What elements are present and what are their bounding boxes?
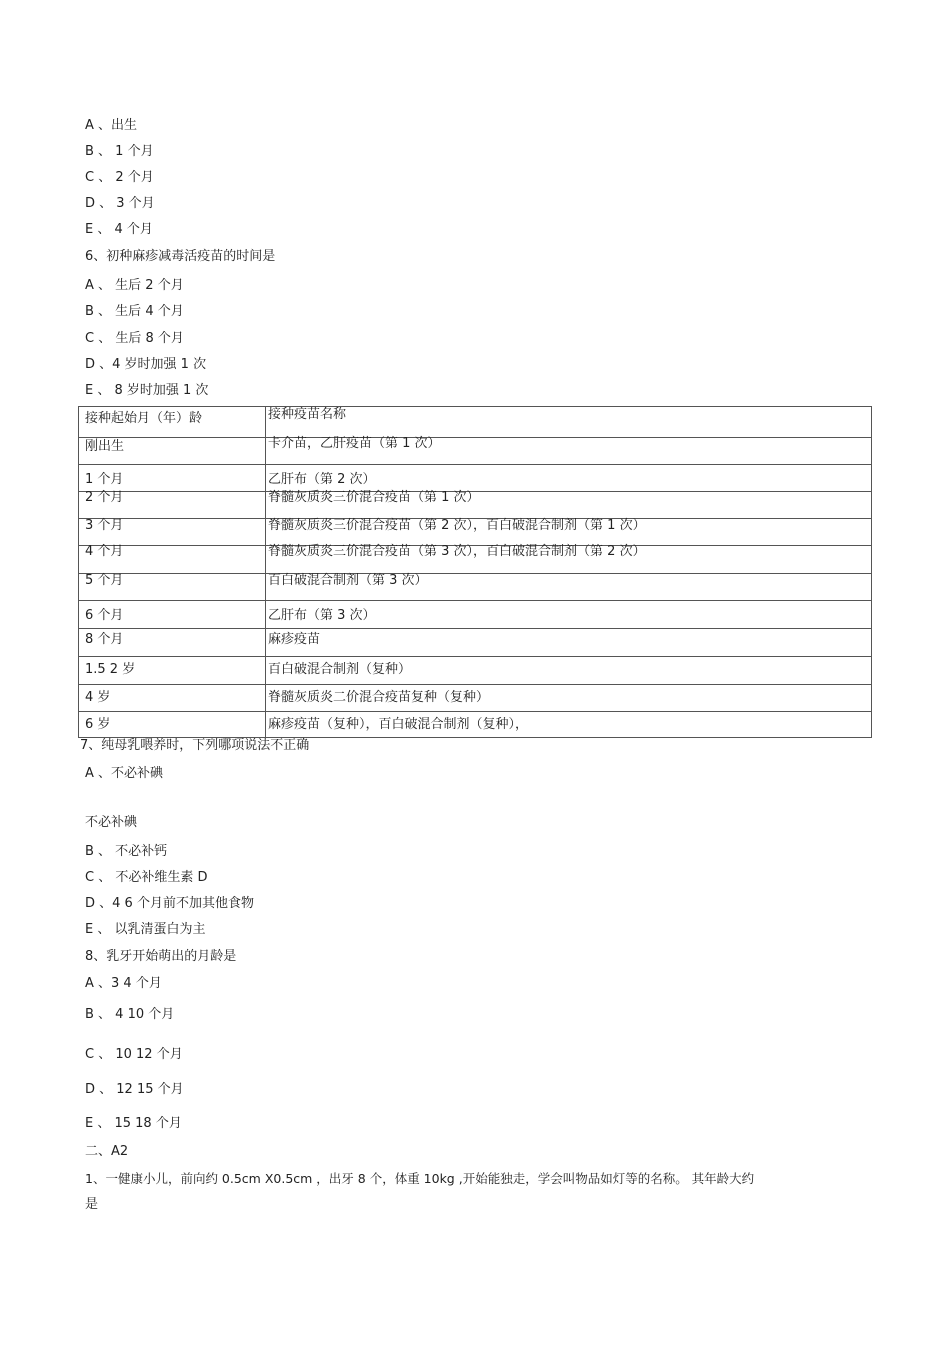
- question-7: 7、纯母乳喂养时，下列哪项说法不正确: [80, 738, 310, 753]
- row-vaccine: 脊髓灰质炎二价混合疫苗复种（复种）: [268, 690, 490, 705]
- row-vaccine: 麻疹疫苗: [268, 632, 321, 647]
- option-q5-c: C 、 2 个月: [85, 170, 154, 185]
- section-heading-a2: 二、A2: [85, 1144, 129, 1159]
- table-row: [79, 491, 871, 519]
- a2-question-1-continued: 是: [85, 1197, 99, 1212]
- table-row: [79, 656, 871, 685]
- option-q7-e: E 、 以乳清蛋白为主: [85, 922, 206, 937]
- option-q6-b: B 、 生后 4 个月: [85, 304, 184, 319]
- table-row: [79, 628, 871, 657]
- row-age: 6 岁: [85, 717, 111, 732]
- header-vaccine: 接种疫苗名称: [268, 407, 347, 422]
- option-q6-d: D 、4 岁时加强 1 次: [85, 357, 207, 372]
- table-row: [79, 464, 871, 492]
- vaccination-schedule-table: [78, 406, 872, 738]
- option-q5-d: D 、 3 个月: [85, 196, 155, 211]
- table-row: [79, 545, 871, 574]
- option-q8-d: D 、 12 15 个月: [85, 1082, 184, 1097]
- row-age: 1.5 2 岁: [85, 662, 136, 677]
- option-q6-c: C 、 生后 8 个月: [85, 331, 184, 346]
- option-q7-a: A 、不必补碘: [85, 766, 164, 781]
- option-q6-a: A 、 生后 2 个月: [85, 278, 184, 293]
- option-q7-d: D 、4 6 个月前不加其他食物: [85, 896, 254, 911]
- table-row: [79, 437, 871, 465]
- option-q5-b: B 、 1 个月: [85, 144, 154, 159]
- a2-question-1: 1、一健康小儿，前向约 0.5cm X0.5cm ，出牙 8 个，体重 10kg ,开始能独走，学会叫物品如灯等的名称。 其年龄大约: [85, 1171, 755, 1186]
- option-q5-e: E 、 4 个月: [85, 222, 153, 237]
- option-q6-e: E 、 8 岁时加强 1 次: [85, 383, 209, 398]
- row-age: 2 个月: [85, 490, 124, 505]
- row-age: 8 个月: [85, 632, 124, 647]
- option-q8-e: E 、 15 18 个月: [85, 1116, 182, 1131]
- row-vaccine: 脊髓灰质炎三价混合疫苗（第 2 次），百白破混合制剂（第 1 次）: [268, 518, 646, 533]
- option-q5-a: A 、出生: [85, 118, 138, 133]
- row-vaccine: 麻疹疫苗（复种），百白破混合制剂（复种），: [268, 717, 529, 732]
- question-8: 8、乳牙开始萌出的月龄是: [85, 949, 237, 964]
- row-vaccine: 脊髓灰质炎三价混合疫苗（第 1 次）: [268, 490, 480, 505]
- question-6: 6、初种麻疹减毒活疫苗的时间是: [85, 249, 276, 264]
- row-vaccine: 乙肝布（第 3 次）: [268, 608, 376, 623]
- row-age: 4 岁: [85, 690, 111, 705]
- row-age: 3 个月: [85, 518, 124, 533]
- option-q8-a: A 、3 4 个月: [85, 976, 162, 991]
- row-age: 5 个月: [85, 573, 124, 588]
- option-q7-a-repeat: 不必补碘: [85, 815, 138, 830]
- table-row: [79, 711, 871, 739]
- row-age: 4 个月: [85, 544, 124, 559]
- row-vaccine: 卡介苗，乙肝疫苗（第 1 次）: [268, 436, 441, 451]
- option-q8-b: B 、 4 10 个月: [85, 1007, 175, 1022]
- table-row: [79, 573, 871, 601]
- row-age: 1 个月: [85, 472, 124, 487]
- row-vaccine: 百白破混合制剂（第 3 次）: [268, 573, 428, 588]
- row-vaccine: 脊髓灰质炎三价混合疫苗（第 3 次），百白破混合制剂（第 2 次）: [268, 544, 646, 559]
- row-age: 6 个月: [85, 608, 124, 623]
- row-vaccine: 乙肝布（第 2 次）: [268, 472, 376, 487]
- table-row: [79, 518, 871, 546]
- option-q7-c: C 、 不必补维生素 D: [85, 870, 208, 885]
- row-vaccine: 百白破混合制剂（复种）: [268, 662, 412, 677]
- row-age: 刚出生: [85, 439, 125, 454]
- option-q8-c: C 、 10 12 个月: [85, 1047, 183, 1062]
- table-header-row: [79, 407, 871, 437]
- table-row: [79, 600, 871, 629]
- option-q7-b: B 、 不必补钙: [85, 844, 168, 859]
- table-row: [79, 684, 871, 712]
- header-age: 接种起始月（年）龄: [85, 411, 203, 426]
